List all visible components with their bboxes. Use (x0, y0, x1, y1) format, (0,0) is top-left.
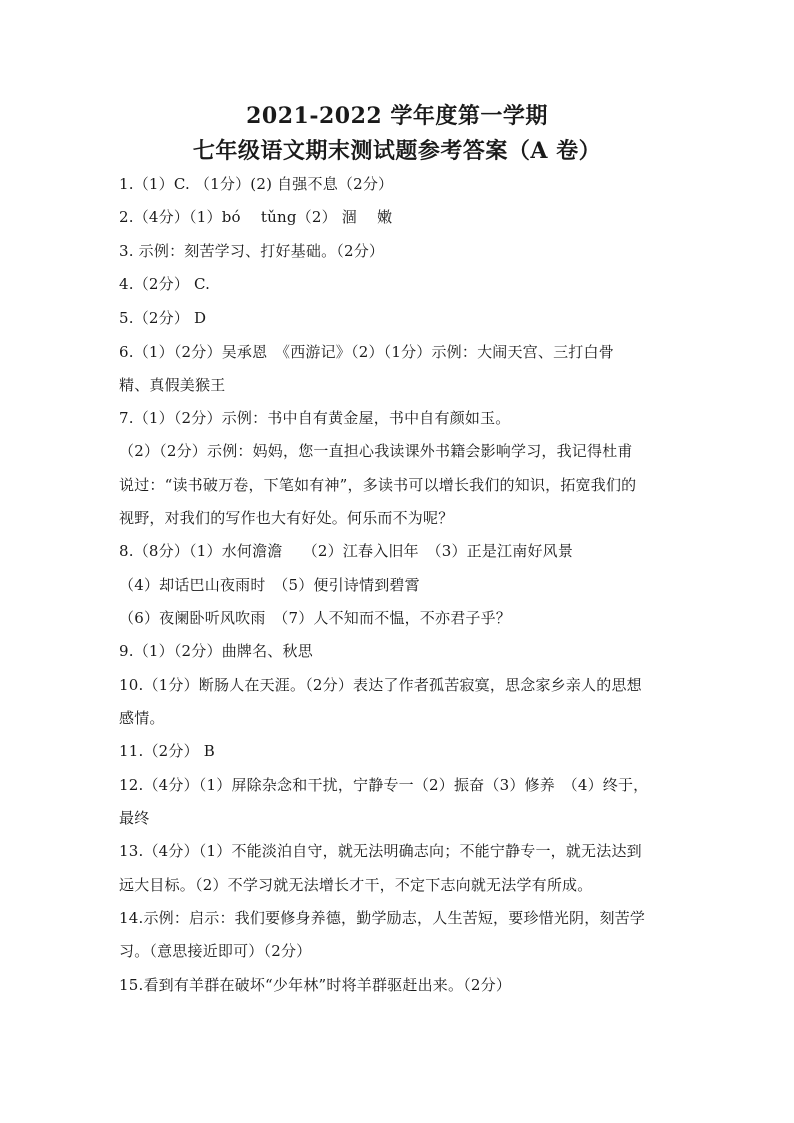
answer-line-1: 1.（1）C. （1分）(2) 自强不息（2分） (119, 175, 394, 193)
answer-line-6-cont: 精、真假美猴王 (119, 376, 226, 394)
answer-line-8-a: 8.（8分）（1）水何澹澹 （2）江春入旧年 （3）正是江南好风景 (119, 542, 574, 560)
answer-line-2: 2.（4分）（1）bó tǔng（2） 涸 嫩 (119, 208, 393, 226)
answer-line-15: 15.看到有羊群在破坏“少年林”时将羊群驱赶出来。（2分） (119, 976, 512, 994)
answer-line-11: 11.（2分） B (119, 742, 215, 760)
answer-line-13: 13.（4分）（1）不能淡泊自守，就无法明确志向；不能宁静专一，就无法达到 (119, 842, 642, 860)
answer-line-4: 4.（2分） C. (119, 275, 211, 293)
answer-line-10-cont: 感情。 (119, 709, 165, 727)
title-term: 2021-2022 学年度第一学期 (246, 103, 548, 129)
answer-line-14: 14.示例：启示：我们要修身养德，勤学励志，人生苦短，要珍惜光阴，刻苦学 (119, 909, 646, 927)
answer-line-7-2-end: 视野，对我们的写作也大有好处。何乐而不为呢？ (119, 509, 454, 527)
answer-line-7-1: 7.（1）（2分）示例：书中自有黄金屋，书中自有颜如玉。 (119, 409, 511, 427)
answer-line-7-2: （2）（2分）示例：妈妈，您一直担心我读课外书籍会影响学习，我记得杜甫 (119, 442, 633, 460)
answer-line-6: 6.（1）（2分）吴承恩 《西游记》（2）（1分）示例：大闹天宫、三打白骨 (119, 343, 614, 361)
title-exam: 七年级语文期末测试题参考答案（A 卷） (192, 138, 602, 164)
answer-line-12-cont: 最终 (119, 809, 150, 827)
answer-line-14-cont: 习。（意思接近即可）（2分） (119, 942, 312, 960)
answer-line-3: 3. 示例：刻苦学习、打好基础。（2分） (119, 242, 385, 260)
answer-line-8-b: （4）却话巴山夜雨时 （5）便引诗情到碧霄 (119, 576, 420, 594)
answer-line-5: 5.（2分） D (119, 309, 207, 327)
answer-line-7-2-cont: 说过：“读书破万卷，下笔如有神”，多读书可以增长我们的知识，拓宽我们的 (119, 476, 637, 494)
answer-line-12: 12.（4分）（1）屏除杂念和干扰，宁静专一（2）振奋（3）修养 （4）终于， (119, 776, 649, 794)
answer-line-9: 9.（1）（2分）曲牌名、秋思 (119, 642, 313, 660)
answer-line-13-cont: 远大目标。（2）不学习就无法增长才干，不定下志向就无法学有所成。 (119, 876, 593, 894)
answer-line-8-c: （6）夜阑卧听风吹雨 （7）人不知而不愠，不亦君子乎？ (119, 609, 511, 627)
answer-line-10: 10.（1分）断肠人在天涯。（2分）表达了作者孤苦寂寞，思念家乡亲人的思想 (119, 676, 642, 694)
